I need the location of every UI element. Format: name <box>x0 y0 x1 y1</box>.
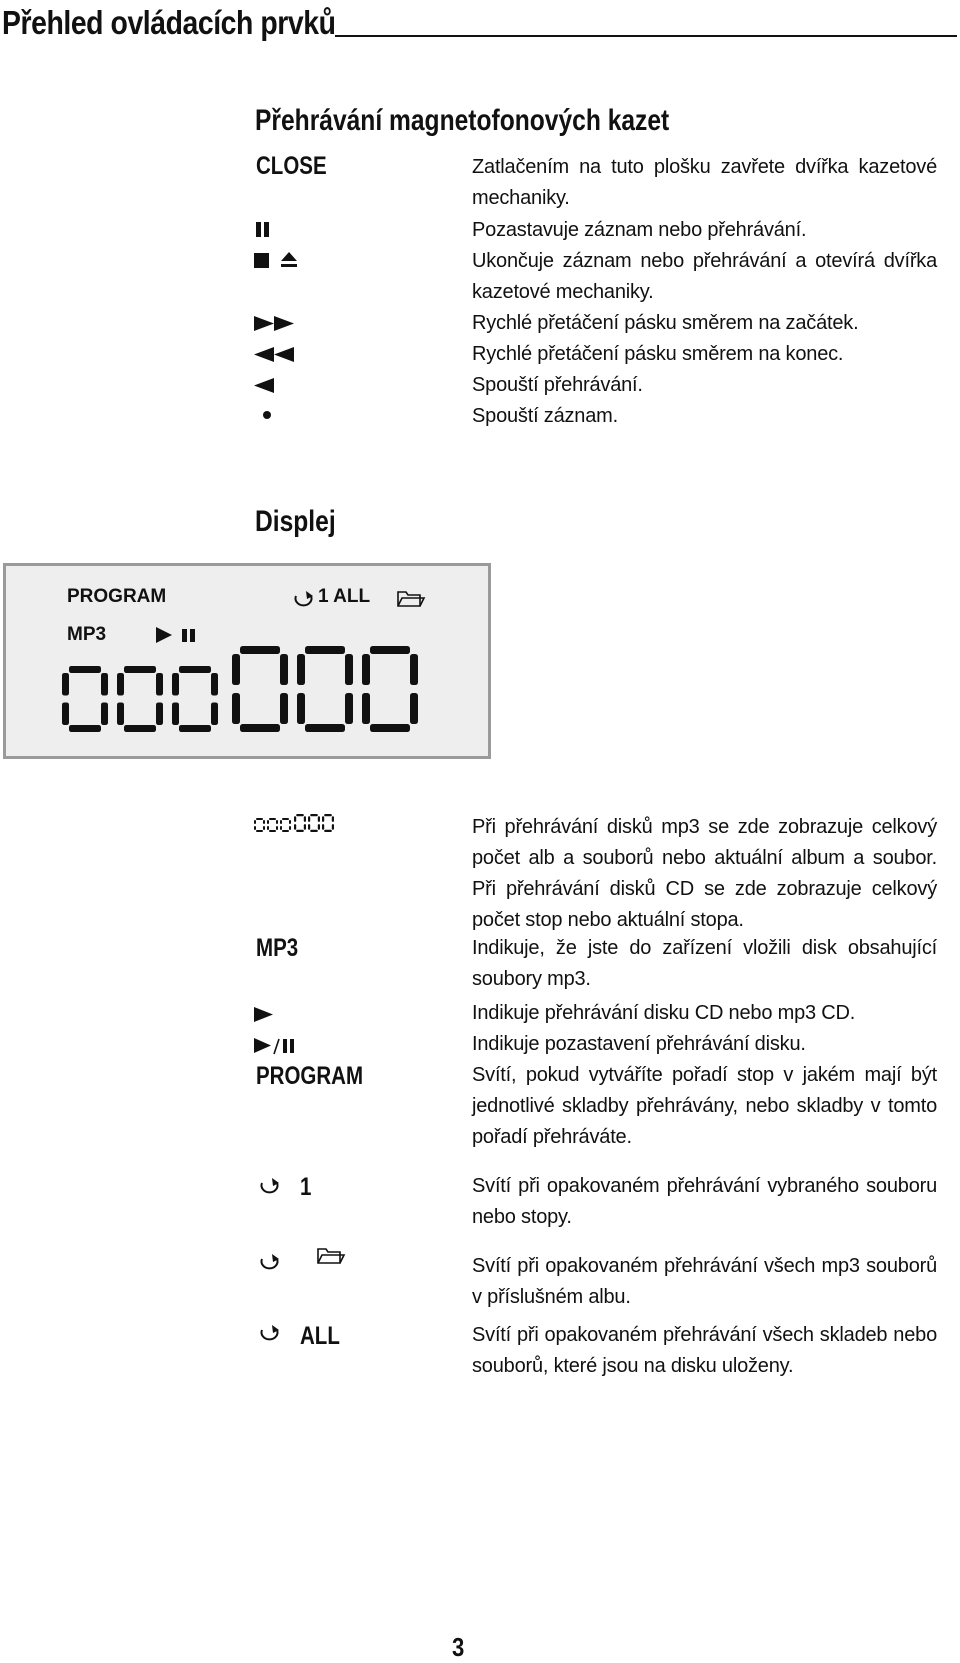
seven-segment-digit <box>254 818 265 832</box>
seven-segment-digit <box>267 818 278 832</box>
repeat-all-icon <box>258 1322 284 1344</box>
seven-segment-digit <box>297 646 353 732</box>
lcd-digits <box>62 646 442 736</box>
folder-icon <box>316 1245 346 1267</box>
fast-forward-icon <box>254 316 298 332</box>
display-heading: Displej <box>255 505 336 538</box>
record-desc: Spouští záznam. <box>472 405 618 427</box>
lcd-folder-icon <box>396 588 426 610</box>
page-header <box>0 0 960 50</box>
repeat-all-key: ALL <box>300 1322 340 1350</box>
play-pause-desc: Indikuje pozastavení přehrávání disku. <box>472 1033 806 1055</box>
repeat-one-icon <box>258 1175 284 1197</box>
seven-segment-digit <box>308 814 320 832</box>
repeat-one-key: 1 <box>300 1173 312 1201</box>
program-desc: Svítí, pokud vytváříte pořadí stop v jakém mají být jednotlivé skladby přehrávány, nebo skladby v tomto pořadí přehráváte. <box>472 1064 937 1148</box>
seven-segment-digit <box>172 666 218 732</box>
header-rule <box>335 35 957 37</box>
close-desc: Zatlačením na tuto plošku zavřete dvířka kazetové mechaniky. <box>472 156 937 209</box>
lcd-mp3-label: MP3 <box>67 624 107 645</box>
program-key: PROGRAM <box>256 1062 364 1090</box>
pause-icon <box>254 222 272 238</box>
stop-eject-icon <box>254 251 304 271</box>
lcd-display-panel <box>3 563 491 759</box>
ff-desc: Rychlé přetáčení pásku směrem na začátek. <box>472 312 859 334</box>
repeat-album-icon <box>258 1251 284 1273</box>
repeat-one-desc: Svítí při opakovaném přehrávání vybraného souboru nebo stopy. <box>472 1175 937 1228</box>
cassette-heading: Přehrávání magnetofonových kazet <box>255 104 670 137</box>
rew-desc: Rychlé přetáčení pásku směrem na konec. <box>472 343 844 365</box>
play-pause-icon <box>254 1038 298 1056</box>
seven-segment-digit <box>362 646 418 732</box>
pause-desc: Pozastavuje záznam nebo přehrávání. <box>472 219 807 241</box>
seven-segment-digit <box>62 666 108 732</box>
play-icon <box>254 1007 276 1023</box>
lcd-repeat-icon <box>292 588 316 610</box>
play-desc: Spouští přehrávání. <box>472 374 643 396</box>
rewind-icon <box>254 347 298 363</box>
stop-eject-desc: Ukončuje záznam nebo přehrávání a otevírá dvířka kazetové mechaniky. <box>472 250 937 303</box>
mp3-desc: Indikuje, že jste do zařízení vložili disk obsahující soubory mp3. <box>472 937 937 990</box>
mp3-key: MP3 <box>256 934 299 962</box>
seven-segment-digit <box>232 646 288 732</box>
seven-segment-digit <box>117 666 163 732</box>
lcd-program-label: PROGRAM <box>67 586 167 607</box>
digits-desc: Při přehrávání disků mp3 se zde zobrazuje celkový počet alb a souborů nebo aktuální album a soubor. Při přehrávání disků CD se zde zobrazuje celkový počet stop nebo aktuální stopa. <box>472 816 937 931</box>
page-number: 3 <box>452 1632 465 1662</box>
page-title: Přehled ovládacích prvků <box>2 4 336 41</box>
lcd-repeat-label: 1 ALL <box>318 586 371 607</box>
digits-icon <box>254 812 334 836</box>
seven-segment-digit <box>280 818 291 832</box>
play-left-icon <box>254 378 278 394</box>
repeat-all-desc: Svítí při opakovaném přehrávání všech skladeb nebo souborů, které jsou na disku uloženy. <box>472 1324 937 1377</box>
seven-segment-digit <box>294 814 306 832</box>
record-dot-icon <box>262 410 272 420</box>
seven-segment-digit <box>322 814 334 832</box>
lcd-play-pause-icon <box>156 627 200 645</box>
repeat-album-desc: Svítí při opakovaném přehrávání všech mp3 souborů v příslušném albu. <box>472 1255 937 1308</box>
play-disc-desc: Indikuje přehrávání disku CD nebo mp3 CD. <box>472 1002 856 1024</box>
close-key: CLOSE <box>256 152 327 180</box>
